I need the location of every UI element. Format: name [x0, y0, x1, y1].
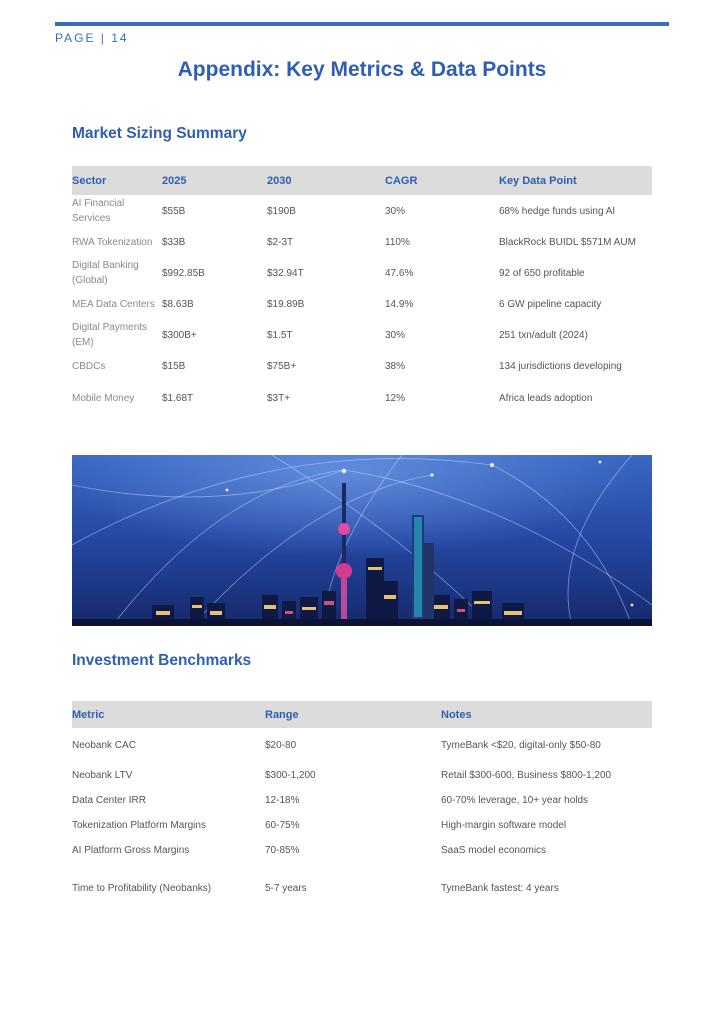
- value-2025-cell: $55B: [162, 205, 186, 217]
- key-data-point-cell: 134 jurisdictions developing: [499, 361, 622, 372]
- value-2030-cell: $2-3T: [267, 236, 294, 248]
- range-cell: 5-7 years: [265, 882, 307, 894]
- key-data-point-cell: 92 of 650 profitable: [499, 267, 585, 279]
- table-row: [72, 762, 652, 788]
- notes-cell: Retail $300-600, Business $800-1,200: [441, 769, 612, 781]
- notes-cell: TymeBank <$20, digital-only $50-80: [441, 739, 601, 751]
- value-2030-cell: $32.94T: [267, 267, 304, 279]
- table-row: [72, 382, 652, 414]
- value-2030-cell: $19.89B: [267, 298, 305, 310]
- notes-cell: TymeBank fastest: 4 years: [441, 882, 559, 894]
- table-row: [72, 289, 652, 319]
- value-2030-cell: $190B: [267, 205, 296, 217]
- cagr-cell: 30%: [385, 205, 406, 217]
- page-title: Appendix: Key Metrics & Data Points: [177, 58, 547, 81]
- table-row: [72, 351, 652, 382]
- cagr-cell: 12%: [385, 392, 406, 404]
- range-cell: 60-75%: [265, 820, 300, 831]
- metric-cell: Neobank LTV: [72, 769, 133, 781]
- range-cell: $20-80: [265, 739, 297, 751]
- cagr-cell: 14.9%: [385, 298, 414, 310]
- range-cell: 12-18%: [265, 795, 300, 806]
- sector-cell: Mobile Money: [72, 392, 135, 404]
- notes-cell: SaaS model economics: [441, 845, 547, 856]
- sector-cell: Digital Banking (Global): [72, 260, 139, 286]
- cagr-cell: 30%: [385, 329, 406, 341]
- column-header: 2030: [267, 166, 385, 195]
- value-2025-cell: $33B: [162, 236, 186, 248]
- table-row: [72, 195, 652, 227]
- key-data-point-cell: 6 GW pipeline capacity: [499, 298, 602, 310]
- cagr-cell: 47.6%: [385, 267, 414, 279]
- column-header: Range: [265, 701, 441, 728]
- sector-cell: MEA Data Centers: [72, 298, 155, 310]
- metric-cell: AI Platform Gross Margins: [72, 845, 190, 856]
- market-sizing-header-row: [72, 166, 652, 195]
- value-2030-cell: $75B+: [267, 361, 297, 372]
- column-header: 2025: [162, 166, 267, 195]
- benchmarks-header-row: [72, 701, 652, 728]
- cagr-cell: 110%: [385, 236, 410, 248]
- table-row: [72, 257, 652, 289]
- cagr-cell: 38%: [385, 361, 406, 372]
- value-2025-cell: $15B: [162, 361, 186, 372]
- key-data-point-cell: BlackRock BUIDL $571M AUM: [499, 236, 636, 248]
- value-2025-cell: $300B+: [162, 329, 197, 341]
- column-header: Key Data Point: [499, 166, 652, 195]
- range-cell: $300-1,200: [265, 769, 316, 781]
- investment-benchmarks-title: Investment Benchmarks: [72, 652, 252, 669]
- sector-cell: CBDCs: [72, 361, 106, 372]
- value-2025-cell: $8.63B: [162, 298, 194, 310]
- table-row: [72, 788, 652, 813]
- value-2030-cell: $1.5T: [267, 329, 293, 341]
- notes-cell: High-margin software model: [441, 820, 567, 831]
- sector-cell: AI Financial Services: [72, 198, 125, 224]
- range-cell: 70-85%: [265, 845, 300, 856]
- top-rule: [55, 22, 669, 26]
- column-header: Metric: [72, 701, 265, 728]
- notes-cell: 60-70% leverage, 10+ year holds: [441, 795, 589, 806]
- market-sizing-table: [72, 166, 652, 414]
- metric-cell: Time to Profitability (Neobanks): [72, 882, 212, 894]
- key-data-point-cell: 68% hedge funds using AI: [499, 205, 616, 217]
- sector-cell: Digital Payments (EM): [72, 322, 148, 348]
- table-row: [72, 319, 652, 351]
- value-2025-cell: $1.68T: [162, 392, 194, 404]
- table-row: [72, 813, 652, 838]
- key-data-point-cell: Africa leads adoption: [499, 392, 593, 404]
- city-skyline-image: [72, 455, 652, 626]
- table-row: [72, 728, 652, 762]
- metric-cell: Neobank CAC: [72, 739, 136, 751]
- market-sizing-title: Market Sizing Summary: [72, 125, 247, 142]
- page-label: PAGE | 14: [55, 31, 129, 45]
- metric-cell: Tokenization Platform Margins: [72, 820, 206, 831]
- key-data-point-cell: 251 txn/adult (2024): [499, 329, 588, 341]
- table-row: [72, 863, 652, 913]
- table-row: [72, 227, 652, 257]
- investment-benchmarks-table: [72, 701, 652, 913]
- column-header: Notes: [441, 701, 652, 728]
- sector-cell: RWA Tokenization: [72, 236, 153, 248]
- column-header: Sector: [72, 166, 162, 195]
- value-2030-cell: $3T+: [267, 392, 291, 404]
- metric-cell: Data Center IRR: [72, 795, 146, 806]
- value-2025-cell: $992.85B: [162, 267, 205, 279]
- column-header: CAGR: [385, 166, 499, 195]
- table-row: [72, 838, 652, 863]
